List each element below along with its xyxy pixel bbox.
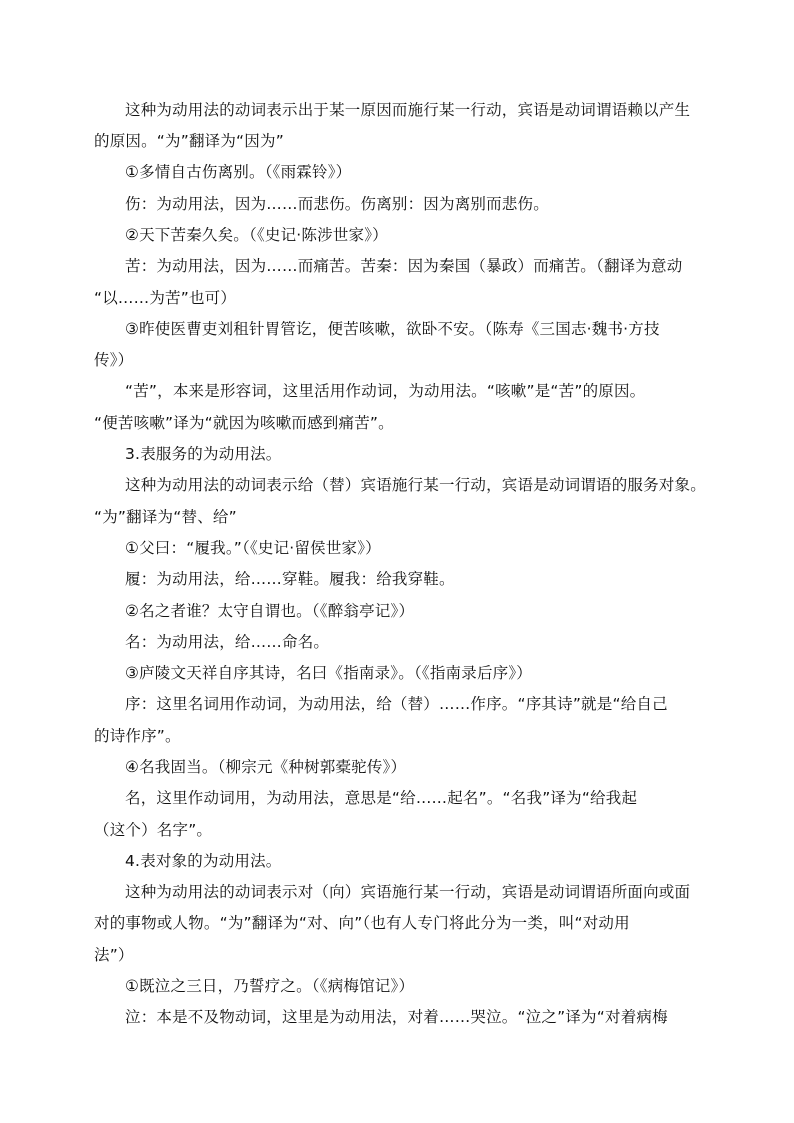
- text-line: ①既泣之三日，乃誓疗之。（《病梅馆记》）: [125, 977, 415, 995]
- text-line: 这种为动用法的动词表示出于某一原因而施行某一行动，宾语是动词谓语赖以产生: [125, 101, 691, 119]
- section-heading: 3.表服务的为动用法。: [125, 445, 282, 463]
- text-line: 伤：为动用法，因为……而悲伤。伤离别：因为离别而悲伤。: [125, 195, 549, 213]
- text-line: “便苦咳嗽”译为“就因为咳嗽而感到痛苦”。: [94, 414, 394, 432]
- text-line: ③庐陵文天祥自序其诗，名曰《指南录》。（《指南录后序》）: [125, 664, 532, 682]
- text-line: 序：这里名词用作动词，为动用法，给（替）……作序。“序其诗”就是“给自己: [125, 695, 668, 713]
- text-line: 对的事物或人物。“为”翻译为“对、向”（也有人专门将此分为一类，叫“对动用: [94, 914, 630, 932]
- text-line: 的原因。“为”翻译为“因为”: [94, 132, 284, 150]
- text-line: ②名之者谁？太守自谓也。（《醉翁亭记》）: [125, 602, 415, 620]
- text-line: 的诗作序”。: [94, 727, 181, 745]
- text-line: ①父曰：“履我。”（《史记·留侯世家》）: [125, 539, 381, 557]
- text-line: “以……为苦”也可）: [94, 289, 237, 307]
- section-heading: 4.表对象的为动用法。: [125, 852, 282, 870]
- text-line: 这种为动用法的动词表示给（替）宾语施行某一行动，宾语是动词谓语的服务对象。: [125, 476, 706, 494]
- text-line: 泣：本是不及物动词，这里是为动用法，对着……哭泣。“泣之”译为“对着病梅: [125, 1008, 668, 1026]
- text-line: “为”翻译为“替、给”: [94, 508, 237, 526]
- text-line: 名，这里作动词用，为动用法，意思是“给……起名”。“名我”译为“给我起: [125, 789, 638, 807]
- text-line: 法”）: [94, 946, 134, 964]
- text-line: ③昨使医曹吏刘租针胃管讫，便苦咳嗽，欲卧不安。（陈寿《三国志·魏书·方技: [125, 320, 660, 338]
- text-line: （这个）名字”。: [94, 821, 213, 839]
- text-line: 名：为动用法，给……命名。: [125, 633, 330, 651]
- text-line: 传》）: [94, 351, 134, 369]
- text-line: ①多情自古伤离别。（《雨霖铃》）: [125, 163, 352, 181]
- text-line: 履：为动用法，给……穿鞋。履我：给我穿鞋。: [125, 570, 455, 588]
- text-line: ④名我固当。（柳宗元《种树郭橐驼传》）: [125, 758, 407, 776]
- text-line: 这种为动用法的动词表示对（向）宾语施行某一行动，宾语是动词谓语所面向或面: [125, 883, 691, 901]
- text-line: ②天下苦秦久矣。（《史记·陈涉世家》）: [125, 226, 388, 244]
- text-line: 苦：为动用法，因为……而痛苦。苦秦：因为秦国（暴政）而痛苦。（翻译为意动: [125, 257, 683, 275]
- text-line: “苦”，本来是形容词，这里活用作动词，为动用法。“咳嗽”是“苦”的原因。: [125, 382, 646, 400]
